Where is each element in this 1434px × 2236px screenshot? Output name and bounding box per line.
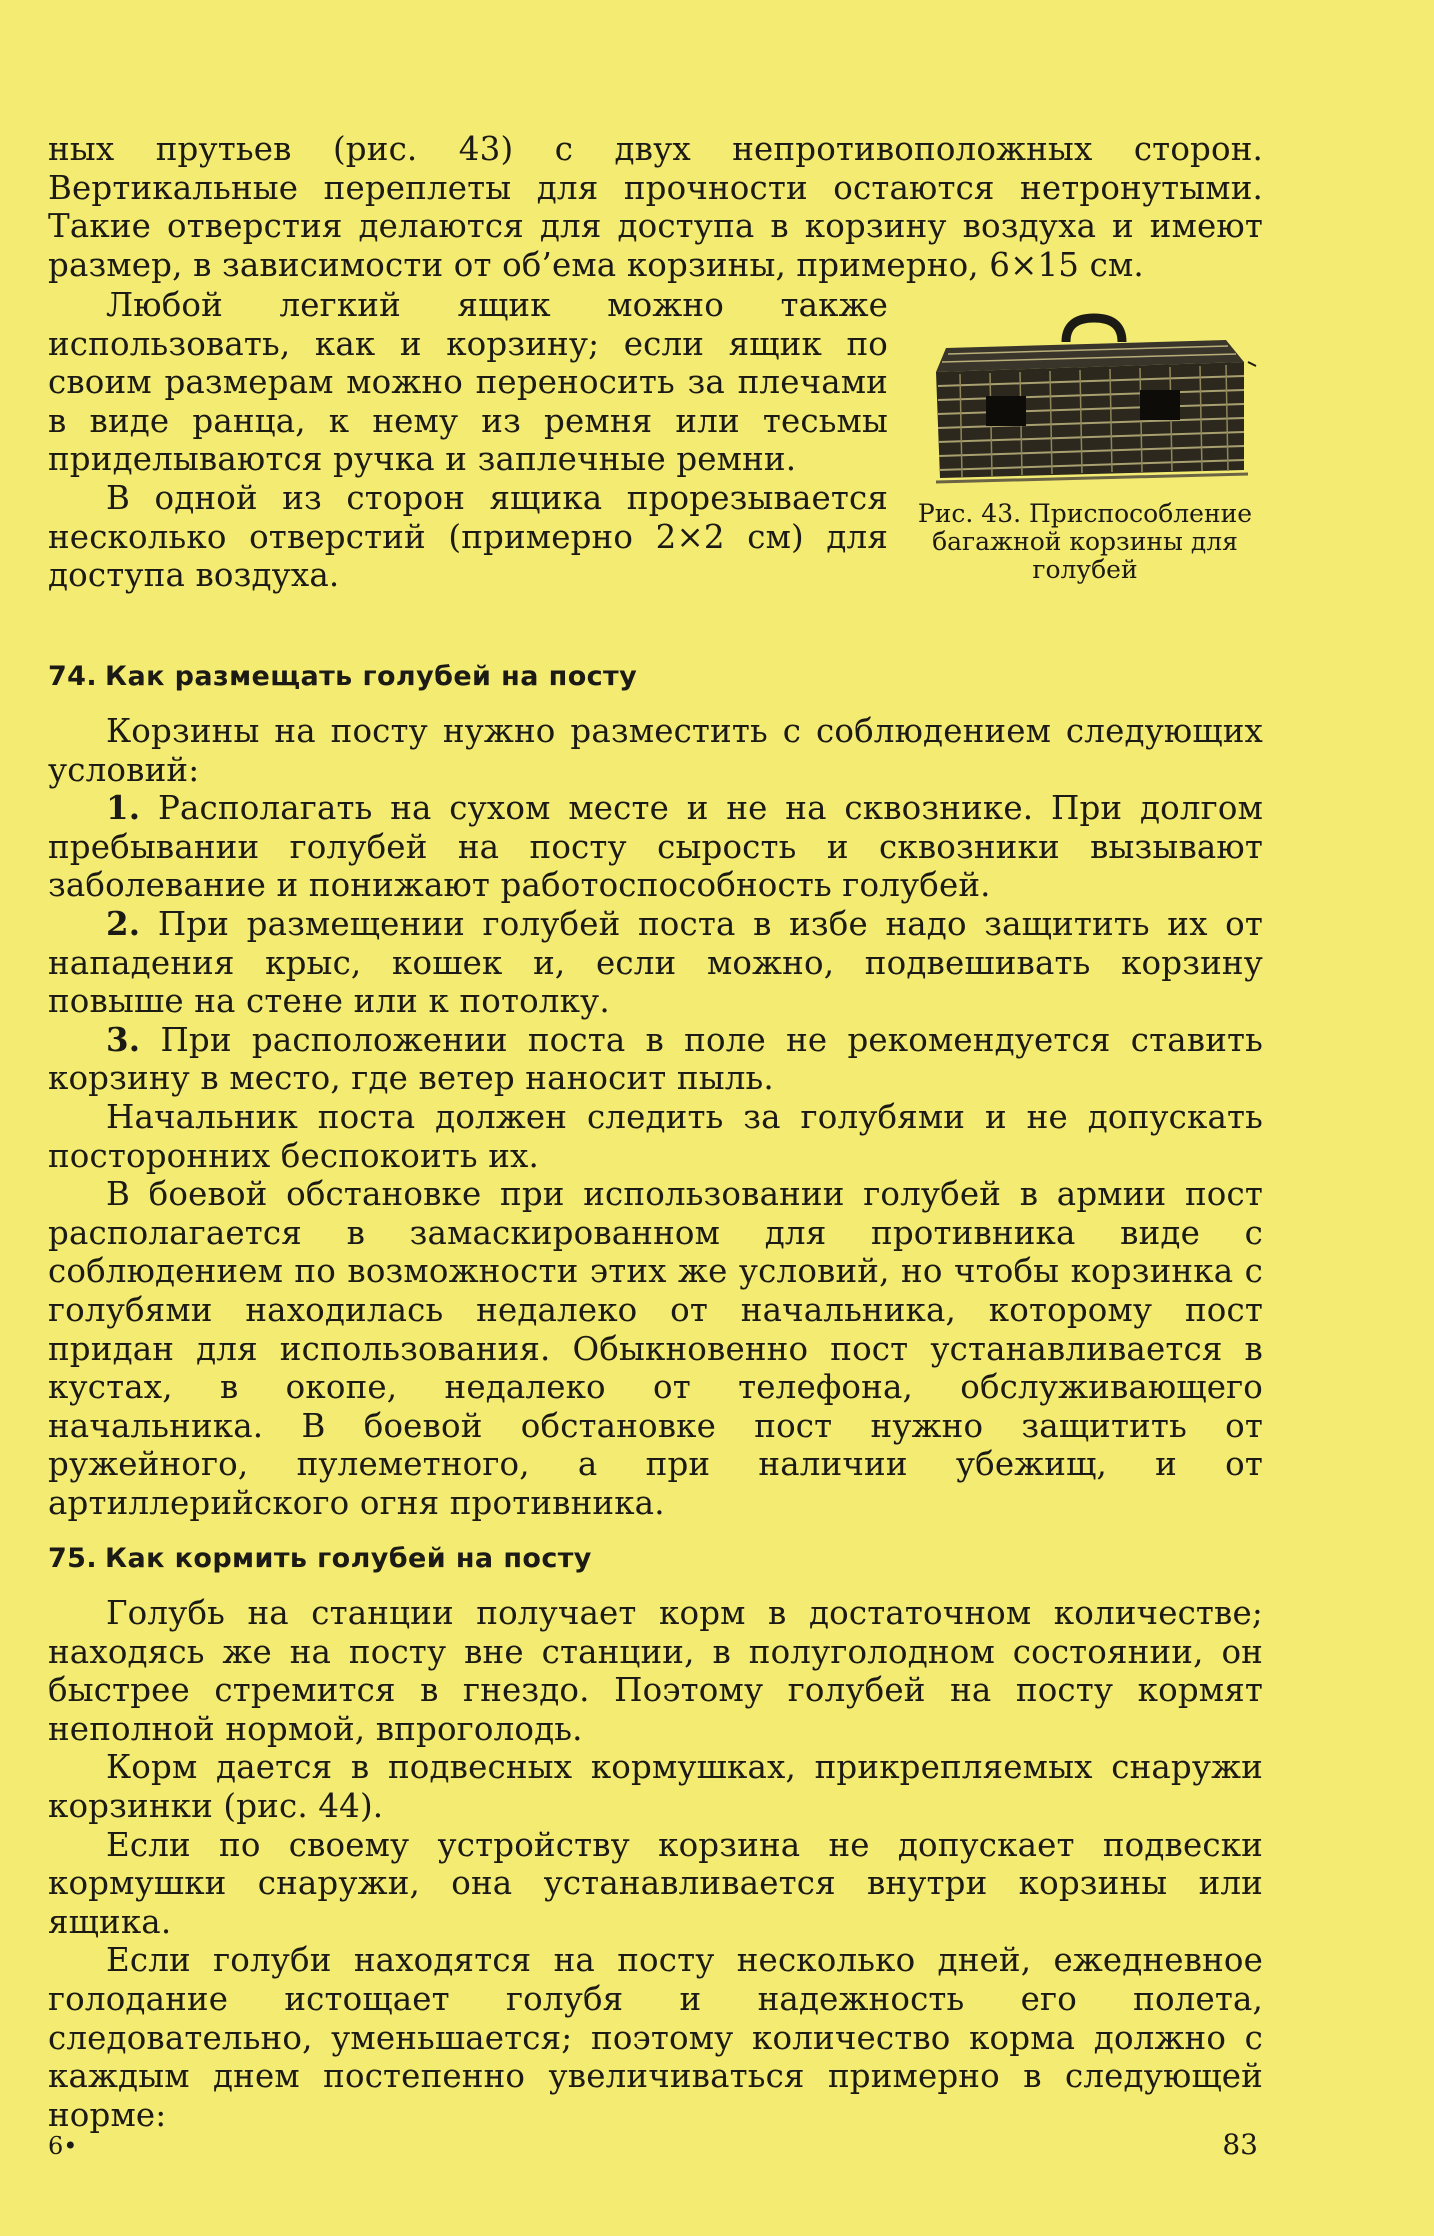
paragraph-feeding-station: Голубь на станции получает корм в достаточном количестве; находясь же на посту вне станции, в полуголодном состоянии, он быстрее стремится в гнездо. Поэтому голубей на посту кормят неполной нормой, впроголодь. bbox=[48, 1594, 1263, 1748]
paragraph-post-chief: Начальник поста должен следить за голубями и не допускать посторонних беспокоить их. bbox=[48, 1097, 1263, 1175]
condition-item-3 bbox=[48, 1021, 1263, 1098]
section-74 bbox=[48, 660, 1263, 1522]
condition-item-1-number: 1. bbox=[106, 788, 141, 828]
section-74-intro: Корзины на посту нужно разместить с соблюдением следующих условий: bbox=[48, 712, 1263, 789]
section-75 bbox=[48, 1542, 1263, 2134]
section-75-title: Как кормить голубей на посту bbox=[105, 1543, 592, 1574]
paragraph-box-holes: В одной из сторон ящика прорезывается несколько отверстий (примерно 2×2 см) для доступа воздуха. bbox=[48, 478, 888, 595]
condition-item-1-text: Располагать на сухом месте и не на сквознике. При долгом пребывании голубей на посту сырость и сквозники вызывают заболевание и понижают работоспособность голубей. bbox=[48, 789, 1264, 905]
paragraph-ventilation-holes: ных прутьев (рис. 43) с двух непротивоположных сторон. Вертикальные переплеты для прочности остаются нетронутыми. Такие отверстия делаются для доступа в корзину воздуха и имеют размер, в зависимости от об’ема корзины, примерно, 6×15 см. bbox=[48, 130, 1263, 284]
paragraph-feeders: Корм дается в подвесных кормушках, прикрепляемых снаружи корзинки (рис. 44). bbox=[48, 1748, 1263, 1825]
top-text-block bbox=[48, 130, 1263, 284]
section-75-number: 75. bbox=[48, 1543, 98, 1574]
section-74-heading bbox=[48, 660, 1263, 694]
condition-item-2 bbox=[48, 905, 1263, 1021]
figure-43-caption: Рис. 43. Приспособление багажной корзины для голубей bbox=[917, 499, 1253, 584]
section-74-number: 74. bbox=[48, 661, 98, 692]
section-75-heading bbox=[48, 1542, 1263, 1576]
paragraph-combat-conditions: В боевой обстановке при использовании голубей в армии пост располагается в замаскированном для противника виде с соблюдением по возможности этих же условий, но чтобы корзинка с голубями находилась недалеко от начальника, которому пост придан для использования. Обыкновенно пост устанавливается в кустах, в окопе, недалеко от телефона, обслуживающего начальника. В боевой обстановке пост нужно защитить от ружейного, пулеметного, а при наличии убежищ, и от артиллерийского огня противника. bbox=[48, 1175, 1263, 1522]
basket-illustration-icon bbox=[926, 300, 1261, 490]
paragraph-feeder-inside: Если по своему устройству корзина не допускает подвески кормушки снаружи, она устанавливается внутри корзины или ящика. bbox=[48, 1825, 1263, 1941]
condition-item-3-text: При расположении поста в поле не рекомендуется ставить корзину в место, где ветер наносит пыль. bbox=[48, 1020, 1263, 1098]
narrow-text-block bbox=[48, 286, 888, 595]
signature-mark: 6• bbox=[48, 2132, 78, 2160]
condition-item-1 bbox=[48, 789, 1263, 905]
paragraph-feed-norm: Если голуби находятся на посту несколько дней, ежедневное голодание истощает голубя и надежность его полета, следовательно, уменьшается; поэтому количество корма должно с каждым днем постепенно увеличиваться примерно в следующей норме: bbox=[48, 1941, 1263, 2134]
condition-item-2-text: При размещении голубей поста в избе надо защитить их от нападения крыс, кошек и, если можно, подвешивать корзину повыше на стене или к потолку. bbox=[48, 904, 1263, 1021]
page-number: 83 bbox=[1222, 2128, 1258, 2161]
condition-item-2-number: 2. bbox=[106, 903, 141, 943]
condition-item-3-number: 3. bbox=[106, 1019, 141, 1059]
paragraph-light-box: Любой легкий ящик можно также использовать, как и корзину; если ящик по своим размерам можно переносить за плечами в виде ранца, к нему из ремня или тесьмы приделываются ручка и заплечные ремни. bbox=[48, 286, 888, 479]
figure-43 bbox=[900, 300, 1270, 584]
section-74-title: Как размещать голубей на посту bbox=[105, 661, 638, 692]
